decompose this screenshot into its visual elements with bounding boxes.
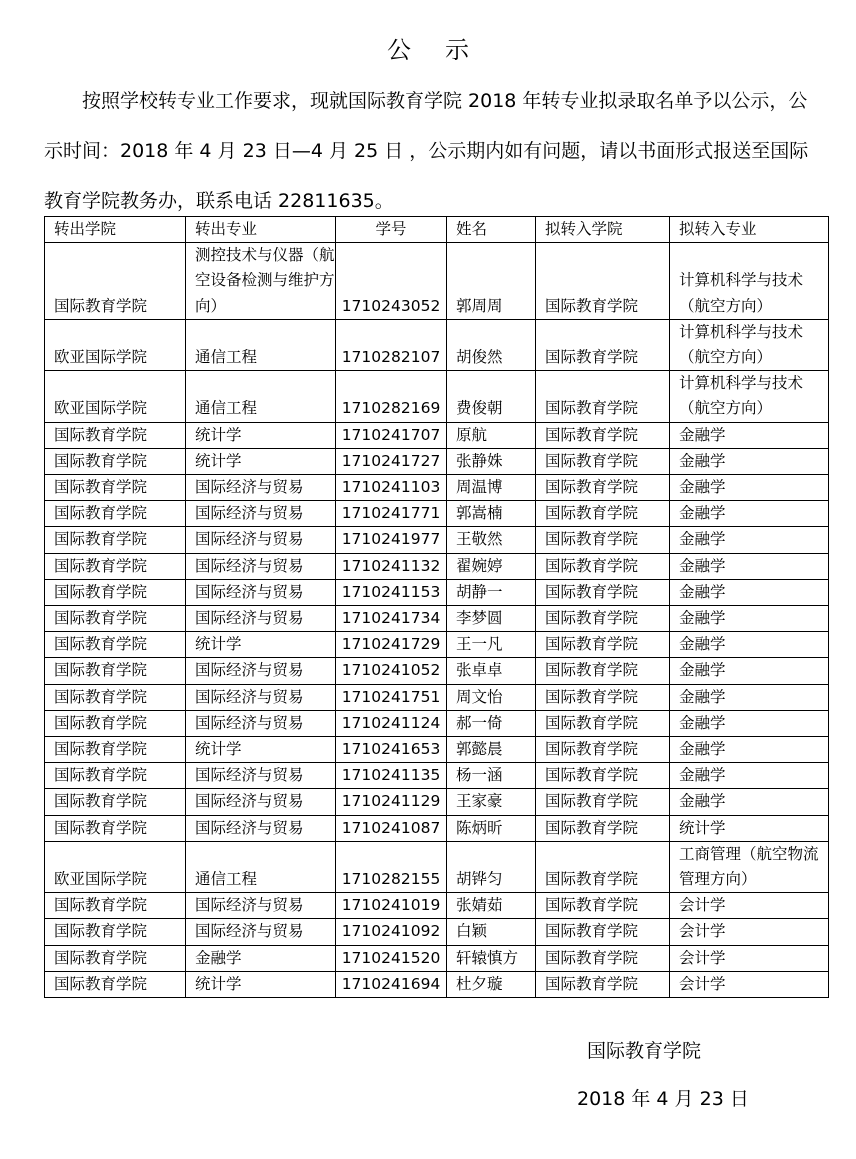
cell-student-name: 张卓卓 <box>447 658 536 684</box>
cell-from-college: 国际教育学院 <box>45 501 186 527</box>
cell-to-college: 国际教育学院 <box>536 553 670 579</box>
header-to-major: 拟转入专业 <box>670 217 829 243</box>
cell-student-name: 郭懿晨 <box>447 737 536 763</box>
cell-to-major: 金融学 <box>670 658 829 684</box>
cell-from-major: 国际经济与贸易 <box>186 475 336 501</box>
cell-from-major: 统计学 <box>186 422 336 448</box>
cell-from-college: 国际教育学院 <box>45 448 186 474</box>
cell-student-id: 1710241707 <box>336 422 447 448</box>
cell-student-name: 陈炳昕 <box>447 815 536 841</box>
cell-student-id: 1710241019 <box>336 893 447 919</box>
cell-student-name: 郝一倚 <box>447 710 536 736</box>
cell-student-id: 1710241129 <box>336 789 447 815</box>
cell-to-major: 会计学 <box>670 919 829 945</box>
cell-student-id: 1710241977 <box>336 527 447 553</box>
cell-to-major: 会计学 <box>670 971 829 997</box>
cell-from-college: 国际教育学院 <box>45 579 186 605</box>
cell-student-name: 周温博 <box>447 475 536 501</box>
cell-from-college: 国际教育学院 <box>45 945 186 971</box>
cell-student-id: 1710241124 <box>336 710 447 736</box>
cell-student-name: 胡铧匀 <box>447 841 536 892</box>
notice-paragraph: 按照学校转专业工作要求，现就国际教育学院 2018 年转专业拟录取名单予以公示，公示时间：2018 年 4 月 23 日—4 月 25 日 ，公示期内如有问题，请以书面形式报送至国际教育学院教务办，联系电话 22811635。 <box>44 90 809 212</box>
table-row <box>45 945 829 971</box>
cell-student-id: 1710241052 <box>336 658 447 684</box>
cell-student-name: 原航 <box>447 422 536 448</box>
header-from-college: 转出学院 <box>45 217 186 243</box>
cell-from-major: 国际经济与贸易 <box>186 763 336 789</box>
cell-to-college: 国际教育学院 <box>536 710 670 736</box>
cell-student-id: 1710241653 <box>336 737 447 763</box>
cell-student-name: 张婧茹 <box>447 893 536 919</box>
table-header-row <box>45 217 829 243</box>
table-row <box>45 815 829 841</box>
cell-to-college: 国际教育学院 <box>536 606 670 632</box>
cell-student-id: 1710241771 <box>336 501 447 527</box>
cell-student-name: 郭嵩楠 <box>447 501 536 527</box>
cell-student-id: 1710282107 <box>336 319 447 370</box>
signature-org: 国际教育学院 <box>587 1040 702 1062</box>
cell-from-college: 国际教育学院 <box>45 632 186 658</box>
cell-from-major: 统计学 <box>186 632 336 658</box>
cell-from-major: 国际经济与贸易 <box>186 684 336 710</box>
table-row <box>45 789 829 815</box>
cell-to-major: 金融学 <box>670 553 829 579</box>
cell-student-id: 1710282169 <box>336 371 447 422</box>
cell-from-major: 国际经济与贸易 <box>186 579 336 605</box>
cell-to-college: 国际教育学院 <box>536 527 670 553</box>
cell-to-major: 金融学 <box>670 475 829 501</box>
cell-to-college: 国际教育学院 <box>536 422 670 448</box>
table-row <box>45 527 829 553</box>
table-row <box>45 371 829 422</box>
table-row <box>45 553 829 579</box>
cell-to-college: 国际教育学院 <box>536 448 670 474</box>
cell-student-name: 杨一涵 <box>447 763 536 789</box>
table-row <box>45 841 829 892</box>
cell-from-college: 欧亚国际学院 <box>45 319 186 370</box>
table-row <box>45 684 829 710</box>
table-row <box>45 319 829 370</box>
cell-student-id: 1710243052 <box>336 243 447 320</box>
cell-to-college: 国际教育学院 <box>536 632 670 658</box>
cell-to-college: 国际教育学院 <box>536 971 670 997</box>
cell-from-college: 国际教育学院 <box>45 971 186 997</box>
cell-to-major: 金融学 <box>670 632 829 658</box>
cell-student-id: 1710241520 <box>336 945 447 971</box>
cell-from-major: 国际经济与贸易 <box>186 606 336 632</box>
cell-to-college: 国际教育学院 <box>536 501 670 527</box>
cell-from-college: 国际教育学院 <box>45 710 186 736</box>
cell-from-major: 统计学 <box>186 971 336 997</box>
table-row <box>45 710 829 736</box>
cell-student-name: 周文怡 <box>447 684 536 710</box>
cell-from-college: 国际教育学院 <box>45 243 186 320</box>
cell-from-major: 国际经济与贸易 <box>186 553 336 579</box>
cell-from-college: 国际教育学院 <box>45 553 186 579</box>
cell-from-major: 国际经济与贸易 <box>186 501 336 527</box>
cell-student-id: 1710241135 <box>336 763 447 789</box>
cell-to-major: 金融学 <box>670 579 829 605</box>
cell-to-college: 国际教育学院 <box>536 763 670 789</box>
table-row <box>45 422 829 448</box>
table-row <box>45 971 829 997</box>
cell-to-college: 国际教育学院 <box>536 893 670 919</box>
cell-to-college: 国际教育学院 <box>536 789 670 815</box>
cell-from-major: 国际经济与贸易 <box>186 815 336 841</box>
cell-from-major: 通信工程 <box>186 371 336 422</box>
cell-to-major: 计算机科学与技术（航空方向） <box>670 371 829 422</box>
cell-student-id: 1710241153 <box>336 579 447 605</box>
cell-to-college: 国际教育学院 <box>536 319 670 370</box>
cell-student-id: 1710241087 <box>336 815 447 841</box>
cell-student-name: 张静姝 <box>447 448 536 474</box>
cell-to-college: 国际教育学院 <box>536 919 670 945</box>
cell-student-id: 1710241132 <box>336 553 447 579</box>
cell-to-college: 国际教育学院 <box>536 475 670 501</box>
table-row <box>45 893 829 919</box>
cell-from-major: 国际经济与贸易 <box>186 710 336 736</box>
cell-student-name: 费俊朝 <box>447 371 536 422</box>
cell-student-id: 1710241751 <box>336 684 447 710</box>
cell-to-major: 统计学 <box>670 815 829 841</box>
cell-from-college: 国际教育学院 <box>45 789 186 815</box>
table-row <box>45 243 829 320</box>
cell-student-id: 1710241103 <box>336 475 447 501</box>
table-body <box>45 243 829 998</box>
table-row <box>45 919 829 945</box>
cell-from-major: 国际经济与贸易 <box>186 893 336 919</box>
cell-student-id: 1710241729 <box>336 632 447 658</box>
cell-from-college: 国际教育学院 <box>45 737 186 763</box>
cell-student-id: 1710241727 <box>336 448 447 474</box>
table-row <box>45 606 829 632</box>
cell-to-major: 金融学 <box>670 501 829 527</box>
cell-student-name: 杜夕璇 <box>447 971 536 997</box>
cell-to-major: 金融学 <box>670 606 829 632</box>
cell-from-major: 国际经济与贸易 <box>186 789 336 815</box>
table-row <box>45 579 829 605</box>
table-row <box>45 737 829 763</box>
table-row <box>45 475 829 501</box>
cell-to-major: 金融学 <box>670 737 829 763</box>
cell-to-college: 国际教育学院 <box>536 243 670 320</box>
cell-to-college: 国际教育学院 <box>536 371 670 422</box>
cell-from-major: 统计学 <box>186 448 336 474</box>
header-from-major: 转出专业 <box>186 217 336 243</box>
cell-to-major: 金融学 <box>670 763 829 789</box>
cell-to-major: 金融学 <box>670 448 829 474</box>
cell-from-college: 欧亚国际学院 <box>45 371 186 422</box>
table-row <box>45 632 829 658</box>
signature-date: 2018 年 4 月 23 日 <box>577 1088 749 1110</box>
table-row <box>45 658 829 684</box>
cell-to-major: 金融学 <box>670 684 829 710</box>
cell-student-id: 1710241734 <box>336 606 447 632</box>
page-title: 公示 <box>387 36 503 64</box>
cell-student-name: 白颖 <box>447 919 536 945</box>
cell-from-major: 国际经济与贸易 <box>186 919 336 945</box>
cell-to-college: 国际教育学院 <box>536 579 670 605</box>
cell-to-major: 会计学 <box>670 945 829 971</box>
cell-from-college: 国际教育学院 <box>45 893 186 919</box>
cell-student-name: 郭周周 <box>447 243 536 320</box>
cell-to-major: 计算机科学与技术（航空方向） <box>670 243 829 320</box>
cell-student-name: 王敬然 <box>447 527 536 553</box>
cell-from-major: 测控技术与仪器（航空设备检测与维护方向） <box>186 243 336 320</box>
header-to-college: 拟转入学院 <box>536 217 670 243</box>
cell-student-name: 李梦圆 <box>447 606 536 632</box>
cell-from-college: 国际教育学院 <box>45 527 186 553</box>
cell-from-major: 国际经济与贸易 <box>186 658 336 684</box>
cell-from-college: 国际教育学院 <box>45 684 186 710</box>
cell-student-name: 王一凡 <box>447 632 536 658</box>
header-name: 姓名 <box>447 217 536 243</box>
cell-from-major: 金融学 <box>186 945 336 971</box>
cell-student-name: 王家豪 <box>447 789 536 815</box>
cell-student-name: 轩辕慎方 <box>447 945 536 971</box>
cell-from-college: 国际教育学院 <box>45 815 186 841</box>
cell-from-major: 统计学 <box>186 737 336 763</box>
cell-from-college: 国际教育学院 <box>45 919 186 945</box>
table-row <box>45 501 829 527</box>
cell-student-name: 胡静一 <box>447 579 536 605</box>
cell-to-college: 国际教育学院 <box>536 737 670 763</box>
cell-from-college: 欧亚国际学院 <box>45 841 186 892</box>
table-row <box>45 763 829 789</box>
cell-to-college: 国际教育学院 <box>536 815 670 841</box>
cell-to-college: 国际教育学院 <box>536 658 670 684</box>
cell-from-college: 国际教育学院 <box>45 606 186 632</box>
cell-from-major: 通信工程 <box>186 319 336 370</box>
cell-to-major: 金融学 <box>670 422 829 448</box>
cell-student-name: 胡俊然 <box>447 319 536 370</box>
cell-to-major: 会计学 <box>670 893 829 919</box>
cell-student-name: 翟婉婷 <box>447 553 536 579</box>
cell-to-major: 计算机科学与技术（航空方向） <box>670 319 829 370</box>
cell-to-college: 国际教育学院 <box>536 945 670 971</box>
cell-to-major: 工商管理（航空物流管理方向） <box>670 841 829 892</box>
cell-to-college: 国际教育学院 <box>536 841 670 892</box>
cell-from-major: 国际经济与贸易 <box>186 527 336 553</box>
cell-student-id: 1710241092 <box>336 919 447 945</box>
cell-from-college: 国际教育学院 <box>45 658 186 684</box>
table-row <box>45 448 829 474</box>
cell-student-id: 1710282155 <box>336 841 447 892</box>
cell-from-major: 通信工程 <box>186 841 336 892</box>
cell-from-college: 国际教育学院 <box>45 422 186 448</box>
cell-to-major: 金融学 <box>670 710 829 736</box>
header-student-id: 学号 <box>336 217 447 243</box>
cell-from-college: 国际教育学院 <box>45 763 186 789</box>
cell-to-college: 国际教育学院 <box>536 684 670 710</box>
cell-to-major: 金融学 <box>670 789 829 815</box>
cell-from-college: 国际教育学院 <box>45 475 186 501</box>
cell-to-major: 金融学 <box>670 527 829 553</box>
transfer-list-table <box>44 216 829 998</box>
cell-student-id: 1710241694 <box>336 971 447 997</box>
